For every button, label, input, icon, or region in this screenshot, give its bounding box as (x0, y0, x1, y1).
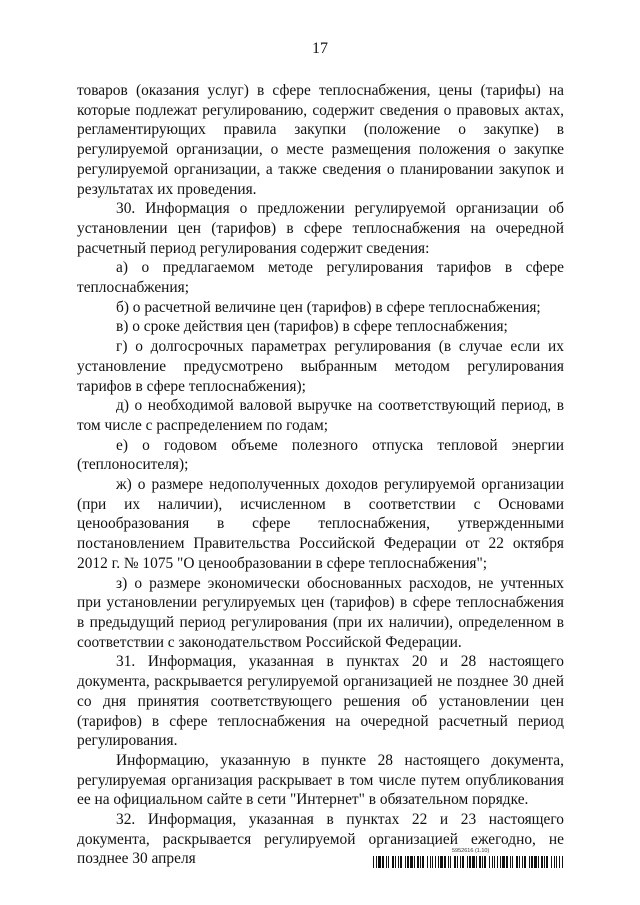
paragraph: 30. Информация о предложении регулируемой организации об установлении цен (тарифов) в сфере теплоснабжения на очередной расчетный период регулирования содержит сведения: (77, 200, 564, 257)
paragraph: товаров (оказания услуг) в сфере теплоснабжения, цены (тарифы) на которые подлежат регулированию, содержит сведения о правовых актах, регламентирующих правила закупки (положение о закупке) в регулируемой организации, о месте размещения положения о закупке регулируемой организации, а также сведения о планировании закупок и результатах их проведения. (77, 82, 564, 198)
paragraph: 32. Информация, указанная в пунктах 22 и 23 настоящего документа, раскрывается регулируемой организацией ежегодно, не позднее 30 апреля (77, 811, 564, 868)
paragraph: в) о сроке действия цен (тарифов) в сфере теплоснабжения; (116, 318, 508, 336)
paragraph: е) о годовом объеме полезного отпуска тепловой энергии (теплоносителя); (77, 436, 564, 474)
paragraph: г) о долгосрочных параметрах регулирования (в случае если их установление предусмотрено выбранным методом регулирования тарифов в сфере теплоснабжения); (77, 338, 564, 395)
page-number: 17 (312, 40, 328, 57)
paragraph: а) о предлагаемом методе регулирования тарифов в сфере теплоснабжения; (77, 259, 564, 297)
paragraph: б) о расчетной величине цен (тарифов) в сфере теплоснабжения; (116, 298, 541, 316)
body-text (77, 81, 564, 869)
paragraph: з) о размере экономически обоснованных расходов, не учтенных при установлении регулируемых цен (тарифов) в сфере теплоснабжения в предыдущий период регулирования (при их наличии), определенном в соответствии с законодательством Российской Федерации. (77, 574, 564, 651)
paragraph: д) о необходимой валовой выручке на соответствующий период, в том числе с распределением по годам; (77, 397, 564, 434)
barcode-icon (373, 856, 564, 868)
paragraph: Информацию, указанную в пункте 28 настоящего документа, регулируемая организация раскрывает в том числе путем опубликования ее на официальном сайте в сети "Интернет" в обязательном порядке. (77, 751, 564, 809)
paragraph: 31. Информация, указанная в пунктах 20 и 28 настоящего документа, раскрывается регулируемой организацией не позднее 30 дней со дня принятия соответствующего решения об установлении цен (тарифов) в сфере теплоснабжения на очередной расчетный период регулирования. (77, 653, 564, 750)
document-stamp-code: 5952616 (1.10) (452, 848, 490, 854)
paragraph: ж) о размере недополученных доходов регулируемой организации (при их наличии), исчисленном в соответствии с Основами ценообразования в сфере теплоснабжения, утвержденными постановлением Правительства Российской Федерации от 22 октября 2012 г. № 1075 "О ценообразовании в сфере теплоснабжения"; (77, 476, 564, 572)
